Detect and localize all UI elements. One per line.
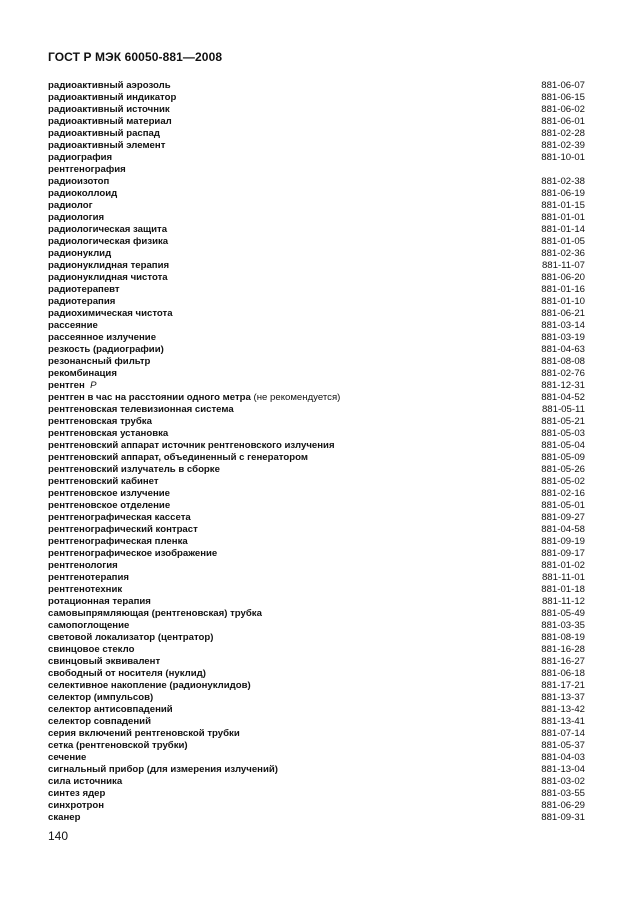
entry-code: 881-01-10 [541, 296, 585, 307]
index-entry [48, 452, 585, 464]
entry-term [48, 404, 234, 416]
entry-term [48, 116, 172, 128]
index-entry [48, 200, 585, 212]
entry-term-text: световой локализатор (центратор) [48, 632, 214, 643]
index-entry [48, 92, 585, 104]
index-entry [48, 536, 585, 548]
index-entry [48, 164, 585, 176]
entry-term-text: рентген в час на расстоянии одного метра [48, 392, 251, 403]
entry-term-text: самопоглощение [48, 620, 130, 631]
entry-term-text: радионуклид [48, 248, 112, 259]
entry-term-text: радиография [48, 152, 113, 163]
index-entry [48, 212, 585, 224]
index-entry [48, 644, 585, 656]
entry-code: 881-04-63 [541, 344, 585, 355]
entry-code: 881-01-14 [541, 224, 585, 235]
entry-term [48, 368, 117, 380]
entry-term-text: рентгенология [48, 560, 118, 571]
index-entry [48, 548, 585, 560]
entry-term [48, 524, 198, 536]
entry-term [48, 488, 170, 500]
entry-code: 881-01-01 [541, 212, 585, 223]
index-entry [48, 260, 585, 272]
entry-term [48, 380, 97, 392]
index-entry [48, 788, 585, 800]
term-index-list [48, 80, 585, 824]
entry-term-text: радионуклидная чистота [48, 272, 168, 283]
entry-term [48, 512, 191, 524]
index-entry [48, 584, 585, 596]
entry-code: 881-09-27 [541, 512, 585, 523]
entry-code: 881-10-01 [541, 152, 585, 163]
index-entry [48, 248, 585, 260]
entry-term [48, 776, 122, 788]
entry-term [48, 92, 176, 104]
page-number: 140 [48, 829, 69, 843]
entry-term [48, 608, 262, 620]
entry-term-text: радиоизотоп [48, 176, 110, 187]
entry-term [48, 740, 188, 752]
index-entry [48, 344, 585, 356]
index-entry [48, 476, 585, 488]
entry-term-text: рентгеновская установка [48, 428, 169, 439]
entry-term [48, 152, 112, 164]
entry-term-text: ротационная терапия [48, 596, 151, 607]
entry-term-text: рентгенографическая кассета [48, 512, 191, 523]
entry-term-text: радионуклидная терапия [48, 260, 170, 271]
entry-code: 881-06-15 [541, 92, 585, 103]
index-entry [48, 728, 585, 740]
entry-term-text: рентгенографический контраст [48, 524, 198, 535]
entry-term [48, 332, 156, 344]
entry-code: 881-05-03 [541, 428, 585, 439]
entry-term-text: селектор (импульсов) [48, 692, 154, 703]
entry-term [48, 632, 213, 644]
index-entry [48, 104, 585, 116]
entry-code: 881-01-02 [541, 560, 585, 571]
entry-term [48, 188, 117, 200]
entry-term [48, 308, 173, 320]
entry-term-text: рентгенографическое изображение [48, 548, 218, 559]
entry-code: 881-02-36 [541, 248, 585, 259]
entry-code: 881-02-38 [541, 176, 585, 187]
entry-code: 881-16-27 [541, 656, 585, 667]
entry-code: 881-17-21 [541, 680, 585, 691]
entry-term-text: рентгеновская трубка [48, 416, 152, 427]
index-entry [48, 296, 585, 308]
entry-term-text: синхротрон [48, 800, 105, 811]
entry-term [48, 812, 80, 824]
entry-code: 881-02-16 [541, 488, 585, 499]
entry-term [48, 140, 165, 152]
entry-code: 881-09-31 [541, 812, 585, 823]
entry-term [48, 656, 160, 668]
entry-code: 881-03-14 [541, 320, 585, 331]
entry-code: 881-06-01 [541, 116, 585, 127]
entry-code: 881-01-16 [541, 284, 585, 295]
entry-code: 881-05-02 [541, 476, 585, 487]
index-entry [48, 428, 585, 440]
entry-term-text: самовыпрямляющая (рентгеновская) трубка [48, 608, 262, 619]
entry-term-text: сила источника [48, 776, 123, 787]
index-entry [48, 704, 585, 716]
index-entry [48, 740, 585, 752]
index-entry [48, 464, 585, 476]
index-entry [48, 776, 585, 788]
index-entry [48, 284, 585, 296]
entry-term [48, 788, 105, 800]
index-entry [48, 320, 585, 332]
entry-term-text: радиоактивный распад [48, 128, 160, 139]
entry-term [48, 476, 159, 488]
entry-term [48, 644, 134, 656]
entry-term [48, 428, 168, 440]
entry-term-text: радиологическая физика [48, 236, 169, 247]
entry-term-text: радиоколлоид [48, 188, 118, 199]
entry-term [48, 620, 129, 632]
entry-term [48, 680, 251, 692]
entry-term-text: радиоактивный источник [48, 104, 170, 115]
index-entry [48, 752, 585, 764]
entry-term-text: рентгенография [48, 164, 126, 175]
entry-code: 881-03-55 [541, 788, 585, 799]
entry-term-text: сетка (рентгеновской трубки) [48, 740, 188, 751]
entry-term-text: рентгеновский излучатель в сборке [48, 464, 220, 475]
entry-code: 881-03-35 [541, 620, 585, 631]
entry-term-text: радиоактивный элемент [48, 140, 166, 151]
entry-term-text: радиология [48, 212, 105, 223]
entry-note: (не рекомендуется) [253, 392, 341, 403]
entry-term-text: селектор совпадений [48, 716, 151, 727]
entry-code: 881-06-19 [541, 188, 585, 199]
entry-term [48, 200, 93, 212]
entry-term [48, 560, 118, 572]
entry-term [48, 800, 104, 812]
entry-code: 881-05-21 [541, 416, 585, 427]
entry-term-text: селективное накопление (радионуклидов) [48, 680, 251, 691]
index-entry [48, 272, 585, 284]
entry-term [48, 692, 153, 704]
index-entry [48, 560, 585, 572]
entry-term [48, 104, 170, 116]
entry-code: 881-03-02 [541, 776, 585, 787]
index-entry [48, 572, 585, 584]
index-entry [48, 764, 585, 776]
entry-term-text: сканер [48, 812, 81, 823]
index-entry [48, 716, 585, 728]
entry-term-text: радиохимическая чистота [48, 308, 173, 319]
entry-code: 881-01-05 [541, 236, 585, 247]
entry-code: 881-07-14 [541, 728, 585, 739]
entry-term [48, 128, 160, 140]
entry-term-text: сигнальный прибор (для измерения излучений) [48, 764, 278, 775]
index-entry [48, 116, 585, 128]
entry-term [48, 716, 151, 728]
entry-term-text: радиоактивный материал [48, 116, 172, 127]
entry-term-text: резонансный фильтр [48, 356, 151, 367]
entry-term-text: рентгенотехник [48, 584, 123, 595]
entry-term-text: свинцовое стекло [48, 644, 135, 655]
entry-term-text: радиоактивный аэрозоль [48, 80, 171, 91]
entry-term [48, 212, 104, 224]
entry-code: 881-05-09 [541, 452, 585, 463]
entry-term-text: рентгенографическая пленка [48, 536, 188, 547]
entry-term [48, 416, 152, 428]
entry-term-text: свинцовый эквивалент [48, 656, 161, 667]
entry-code: 881-09-19 [541, 536, 585, 547]
entry-code: 881-16-28 [541, 644, 585, 655]
entry-term [48, 164, 126, 176]
entry-term-text: рентгеновское отделение [48, 500, 171, 511]
index-entry [48, 176, 585, 188]
entry-term-text: рентгенотерапия [48, 572, 129, 583]
entry-code: 881-06-02 [541, 104, 585, 115]
index-entry [48, 368, 585, 380]
entry-code: 881-06-07 [541, 80, 585, 91]
entry-term-text: резкость (радиографии) [48, 344, 164, 355]
entry-code: 881-04-03 [541, 752, 585, 763]
entry-code: 881-05-49 [541, 608, 585, 619]
entry-term-text: радиотерапевт [48, 284, 120, 295]
entry-term [48, 728, 240, 740]
entry-code: 881-05-04 [541, 440, 585, 451]
entry-term-text: радиолог [48, 200, 93, 211]
entry-term [48, 356, 150, 368]
entry-term-text: радиоактивный индикатор [48, 92, 177, 103]
index-entry [48, 356, 585, 368]
index-entry [48, 308, 585, 320]
index-entry [48, 620, 585, 632]
entry-code: 881-04-58 [541, 524, 585, 535]
entry-code: 881-05-26 [541, 464, 585, 475]
entry-term [48, 224, 167, 236]
index-entry [48, 812, 585, 824]
entry-code: 881-05-37 [541, 740, 585, 751]
entry-symbol: Р [90, 380, 97, 391]
entry-code: 881-06-21 [541, 308, 585, 319]
index-entry [48, 416, 585, 428]
index-entry [48, 224, 585, 236]
entry-term [48, 236, 168, 248]
entry-code: 881-11-07 [541, 260, 585, 271]
entry-term [48, 752, 86, 764]
entry-code: 881-11-12 [541, 596, 585, 607]
entry-term-text: синтез ядер [48, 788, 106, 799]
entry-term-text: рентген [48, 380, 85, 391]
entry-term [48, 320, 98, 332]
entry-term-text: селектор антисовпадений [48, 704, 173, 715]
index-entry [48, 80, 585, 92]
entry-code: 881-08-19 [541, 632, 585, 643]
entry-code: 881-02-76 [541, 368, 585, 379]
entry-term-text: свободный от носителя (нуклид) [48, 668, 206, 679]
index-entry [48, 236, 585, 248]
index-entry [48, 488, 585, 500]
entry-term-text: рентгеновский аппарат источник рентгеновского излучения [48, 440, 335, 451]
document-header: ГОСТ Р МЭК 60050-881—2008 [48, 50, 223, 64]
entry-term-text: рентгеновская телевизионная система [48, 404, 234, 415]
entry-code: 881-11-01 [541, 572, 585, 583]
index-entry [48, 656, 585, 668]
entry-code: 881-06-20 [541, 272, 585, 283]
entry-code: 881-13-41 [541, 716, 585, 727]
entry-code: 881-06-18 [541, 668, 585, 679]
entry-code: 881-03-19 [541, 332, 585, 343]
index-entry [48, 632, 585, 644]
entry-term [48, 272, 168, 284]
entry-term [48, 260, 169, 272]
entry-term-text: серия включений рентгеновской трубки [48, 728, 240, 739]
index-entry [48, 380, 585, 392]
entry-term [48, 704, 173, 716]
entry-term [48, 668, 206, 680]
entry-term [48, 248, 111, 260]
entry-code: 881-04-52 [541, 392, 585, 403]
entry-term-text: рентгеновское излучение [48, 488, 170, 499]
entry-code: 881-02-28 [541, 128, 585, 139]
entry-code: 881-01-18 [541, 584, 585, 595]
index-entry [48, 692, 585, 704]
index-entry [48, 404, 585, 416]
index-entry [48, 680, 585, 692]
entry-term [48, 548, 217, 560]
entry-code: 881-13-37 [541, 692, 585, 703]
entry-term [48, 392, 340, 404]
index-entry [48, 512, 585, 524]
index-entry [48, 596, 585, 608]
index-entry [48, 668, 585, 680]
entry-term [48, 500, 170, 512]
entry-term-text: рентгеновский кабинет [48, 476, 159, 487]
index-entry [48, 188, 585, 200]
entry-term-text: рекомбинация [48, 368, 117, 379]
index-entry [48, 800, 585, 812]
index-entry [48, 608, 585, 620]
index-entry [48, 392, 585, 404]
index-entry [48, 140, 585, 152]
entry-term-text: рентгеновский аппарат, объединенный с генератором [48, 452, 308, 463]
entry-term-text: рассеяние [48, 320, 98, 331]
entry-term-text: радиологическая защита [48, 224, 168, 235]
entry-term [48, 296, 115, 308]
index-entry [48, 332, 585, 344]
entry-term [48, 452, 308, 464]
entry-term-text: рассеянное излучение [48, 332, 157, 343]
entry-term [48, 344, 164, 356]
entry-code: 881-01-15 [541, 200, 585, 211]
index-entry [48, 524, 585, 536]
entry-term [48, 536, 188, 548]
entry-code: 881-12-31 [541, 380, 585, 391]
index-entry [48, 128, 585, 140]
index-entry [48, 152, 585, 164]
index-entry [48, 500, 585, 512]
entry-term-text: сечение [48, 752, 87, 763]
entry-term [48, 764, 278, 776]
entry-code: 881-05-11 [541, 404, 585, 415]
entry-code: 881-06-29 [541, 800, 585, 811]
entry-code: 881-13-04 [541, 764, 585, 775]
entry-term [48, 176, 109, 188]
entry-term [48, 584, 122, 596]
entry-term [48, 80, 171, 92]
index-entry [48, 440, 585, 452]
entry-term [48, 464, 220, 476]
entry-code: 881-13-42 [541, 704, 585, 715]
entry-code: 881-02-39 [541, 140, 585, 151]
entry-code: 881-05-01 [541, 500, 585, 511]
entry-code: 881-08-08 [541, 356, 585, 367]
entry-code: 881-09-17 [541, 548, 585, 559]
entry-term [48, 440, 335, 452]
entry-term [48, 284, 120, 296]
entry-term [48, 572, 129, 584]
entry-term [48, 596, 151, 608]
entry-term-text: радиотерапия [48, 296, 116, 307]
